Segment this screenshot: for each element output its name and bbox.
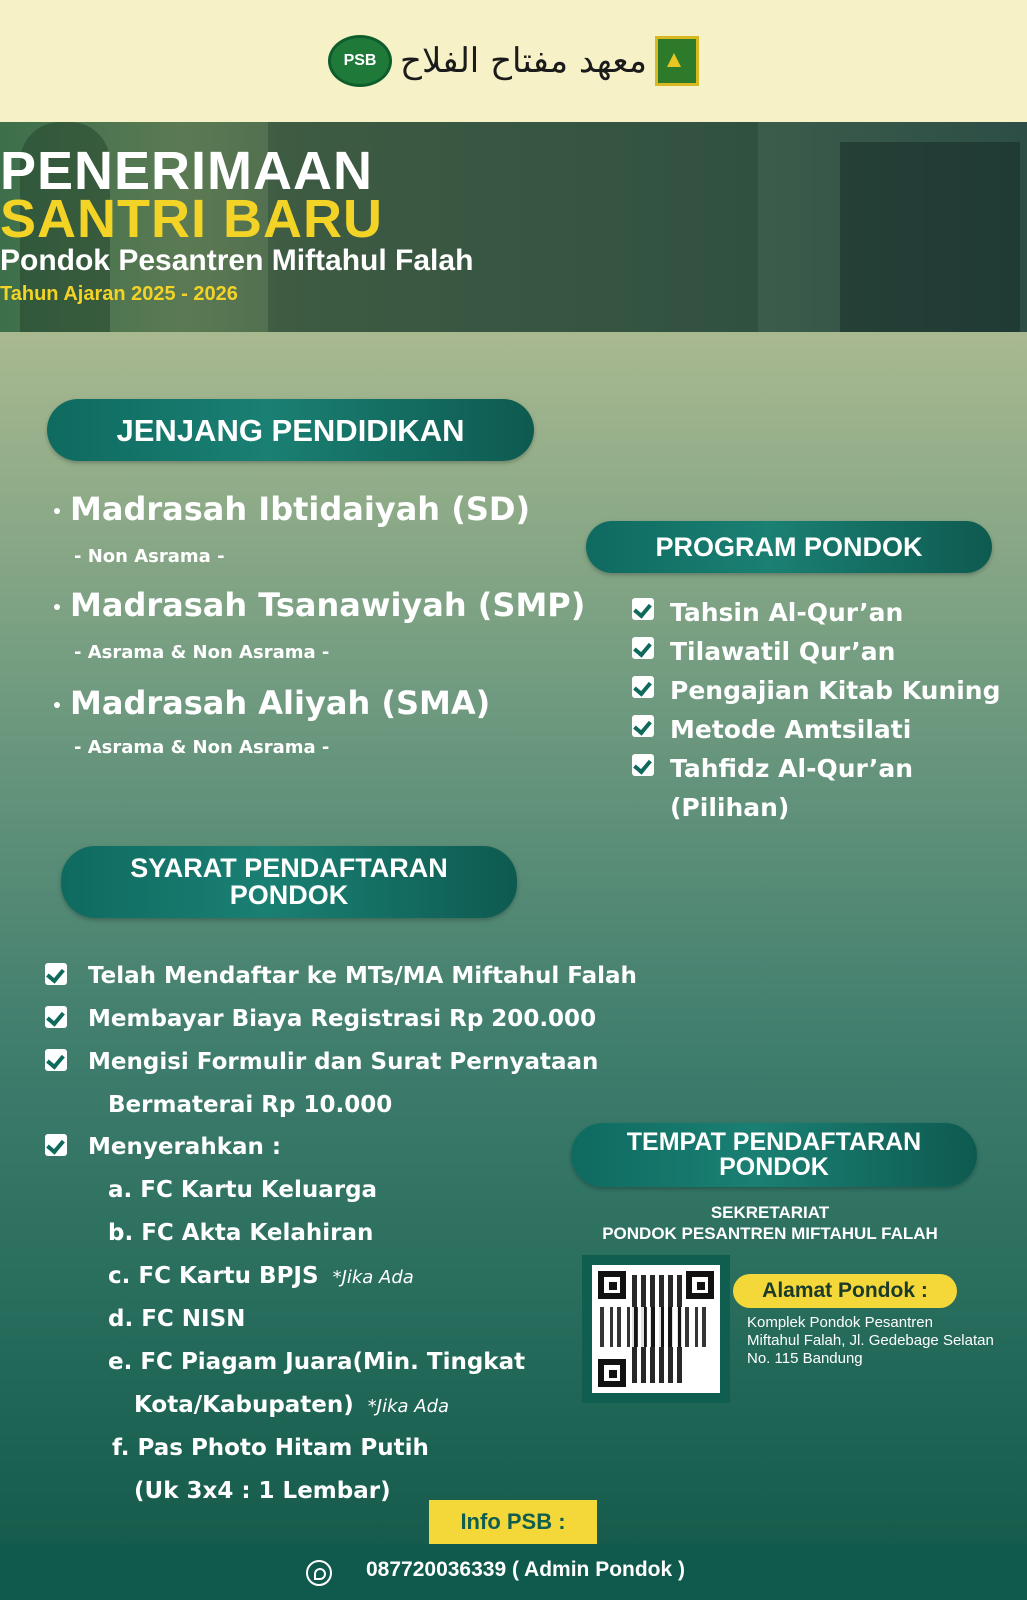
logo-row [0, 30, 1027, 92]
level-note: - Non Asrama - [74, 546, 225, 567]
requirement-label: Menyerahkan : [88, 1134, 282, 1160]
document-note: *Jika Ada [332, 1267, 414, 1288]
document-label: Kota/Kabupaten) [134, 1392, 354, 1418]
program-heading: PROGRAM PONDOK [586, 521, 992, 573]
checkbox-icon [632, 715, 654, 737]
jenjang-heading: JENJANG PENDIDIKAN [47, 399, 534, 461]
checkbox-icon [632, 754, 654, 776]
alamat-line1: Komplek Pondok Pesantren [747, 1314, 933, 1331]
level-name: Madrasah Ibtidaiyah (SD) [70, 490, 531, 528]
document-item [108, 1263, 414, 1289]
checkbox-icon [45, 963, 67, 985]
document-item [108, 1349, 525, 1375]
bullet-icon [54, 508, 60, 514]
level-note: - Asrama & Non Asrama - [74, 737, 330, 758]
sekretariat-line2: PONDOK PESANTREN MIFTAHUL FALAH [602, 1224, 938, 1243]
level-name: Madrasah Aliyah (SMA) [70, 684, 491, 722]
hero-banner [0, 122, 1027, 332]
qr-code-image [592, 1265, 720, 1393]
alamat-line2: Miftahul Falah, Jl. Gedebage Selatan [747, 1332, 994, 1349]
whatsapp-icon [306, 1560, 332, 1586]
program-item-label: Tilawatil Qur’an [670, 637, 896, 666]
checkbox-icon [632, 637, 654, 659]
psb-logo: PSB [328, 35, 392, 87]
document-item [108, 1177, 377, 1203]
program-item-label: Metode Amtsilati [670, 715, 912, 744]
info-psb-label: Info PSB : [429, 1500, 597, 1544]
document-item [108, 1220, 373, 1246]
program-item-label: Tahfidz Al-Qur’an [670, 754, 914, 783]
requirement-label: Telah Mendaftar ke MTs/MA Miftahul Falah [88, 963, 637, 989]
hero-subtitle: Pondok Pesantren Miftahul Falah [0, 244, 474, 277]
requirement-continuation: Bermaterai Rp 10.000 [108, 1092, 393, 1118]
document-label: c. FC Kartu BPJS [108, 1263, 319, 1289]
syarat-heading-line2: PONDOK [229, 880, 349, 910]
level-note: - Asrama & Non Asrama - [74, 642, 330, 663]
document-item [112, 1435, 429, 1461]
document-note: *Jika Ada [367, 1396, 450, 1417]
bullet-icon [54, 604, 60, 610]
sekretariat-block [570, 1202, 970, 1244]
requirement-label: Mengisi Formulir dan Surat Pernyataan [88, 1049, 599, 1075]
document-label: f. Pas Photo Hitam Putih [112, 1435, 429, 1461]
document-label: e. FC Piagam Juara(Min. Tingkat [108, 1349, 526, 1375]
qr-code[interactable] [582, 1255, 730, 1403]
level-item [54, 684, 490, 722]
contact-phone[interactable]: 087720036339 ( Admin Pondok ) [366, 1558, 686, 1581]
checkbox-icon [632, 676, 654, 698]
document-label: (Uk 3x4 : 1 Lembar) [134, 1478, 391, 1504]
checkbox-icon [45, 1006, 67, 1028]
alamat-label: Alamat Pondok : [733, 1274, 957, 1308]
syarat-heading-line1: SYARAT PENDAFTARAN [130, 853, 448, 883]
tempat-heading [571, 1123, 977, 1187]
qr-pattern [600, 1307, 712, 1347]
tempat-heading-line2: PONDOK [719, 1153, 829, 1181]
hero-title-line1: PENERIMAAN [0, 141, 374, 201]
tempat-heading-line1: TEMPAT PENDAFTARAN [626, 1128, 922, 1156]
alamat-line3: No. 115 Bandung [747, 1350, 863, 1367]
level-name: Madrasah Tsanawiyah (SMP) [70, 586, 586, 624]
qr-finder [598, 1359, 626, 1387]
qr-finder [598, 1271, 626, 1299]
bullet-icon [54, 702, 60, 708]
checkbox-icon [45, 1134, 67, 1156]
document-label: d. FC NISN [108, 1306, 246, 1332]
program-item-label: Tahsin Al-Qur’an [670, 598, 904, 627]
syarat-heading [61, 846, 517, 918]
alamat-address [747, 1314, 1017, 1368]
program-item-label: Pengajian Kitab Kuning [670, 676, 1001, 705]
checkbox-icon [45, 1049, 67, 1071]
program-item-continuation: (Pilihan) [670, 793, 790, 822]
document-item [134, 1478, 391, 1504]
qr-finder [686, 1271, 714, 1299]
arabic-calligraphy-logo: معهد مفتاح الفلاح [400, 41, 647, 81]
document-label: a. FC Kartu Keluarga [108, 1177, 378, 1203]
document-label: b. FC Akta Kelahiran [108, 1220, 374, 1246]
hero-title-line2: SANTRI BARU [0, 189, 383, 249]
document-item [134, 1392, 449, 1418]
hero-school-year: Tahun Ajaran 2025 - 2026 [0, 283, 238, 305]
requirement-label: Membayar Biaya Registrasi Rp 200.000 [88, 1006, 597, 1032]
crest-icon [655, 36, 699, 86]
document-item [108, 1306, 245, 1332]
sekretariat-line1: SEKRETARIAT [710, 1203, 830, 1222]
level-item [54, 586, 585, 624]
level-item [54, 490, 530, 528]
checkbox-icon [632, 598, 654, 620]
